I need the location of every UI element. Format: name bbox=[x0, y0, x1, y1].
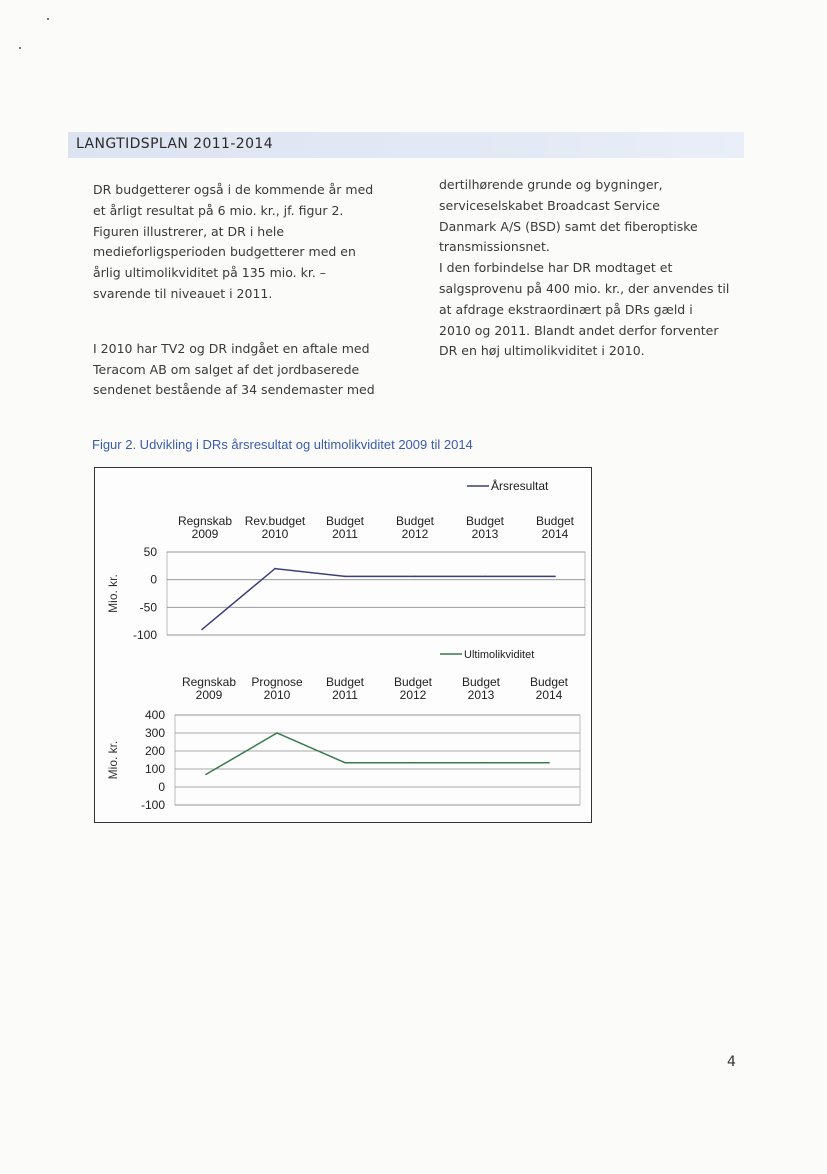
series-line-Ultimolikviditet bbox=[206, 733, 549, 774]
category-year-label: 2011 bbox=[332, 527, 358, 541]
scan-speck bbox=[19, 47, 21, 49]
data-point bbox=[548, 762, 550, 764]
data-point bbox=[344, 576, 346, 578]
data-point bbox=[274, 568, 276, 570]
figure-frame bbox=[94, 467, 592, 823]
category-label: Budget bbox=[529, 675, 569, 689]
category-year-label: 2010 bbox=[261, 527, 289, 541]
left-text-column bbox=[93, 180, 413, 401]
category-label: Budget bbox=[535, 514, 575, 528]
section-header bbox=[68, 132, 744, 158]
category-label: Budget bbox=[325, 514, 365, 528]
data-point bbox=[412, 762, 414, 764]
category-year-label: 2013 bbox=[467, 688, 495, 702]
category-year-label: 2014 bbox=[541, 527, 569, 541]
series-line-Årsresultat bbox=[202, 569, 555, 630]
legend-label: Årsresultat bbox=[491, 479, 549, 493]
scan-speck bbox=[47, 18, 49, 20]
category-year-label: 2009 bbox=[191, 527, 219, 541]
y-tick-label: 300 bbox=[144, 726, 165, 740]
figure-charts bbox=[95, 468, 593, 824]
data-point bbox=[344, 762, 346, 764]
category-label: Budget bbox=[461, 675, 501, 689]
right-paragraph-1: dertilhørende grunde og bygninger, serviceselskabet Broadcast Service Danmark A/S (BSD) samt det fiberoptiske transmissionsnet. I den forbindelse har DR modtaget et salgsprovenu på 400 mio. kr., der anvendes til at afdrage ekstraordinært på DRs gæld i 2010 og 2011. Blandt andet derfor forventer DR en høj ultimolikviditet i 2010. bbox=[439, 177, 730, 359]
data-point bbox=[484, 576, 486, 578]
left-paragraph-1: DR budgetterer også i de kommende år med et årligt resultat på 6 mio. kr., jf. figur 2. Figuren illustrerer, at DR i hele medieforligsperioden budgetterer med en årlig ultimolikviditet på 135 mio. kr. – svarende til niveauet i 2011. bbox=[93, 182, 374, 301]
data-point bbox=[276, 732, 278, 734]
data-point bbox=[554, 576, 556, 578]
category-label: Prognose bbox=[251, 675, 303, 689]
right-text-column bbox=[439, 175, 759, 362]
y-tick-label: -100 bbox=[140, 798, 165, 812]
y-axis-title: Mio. kr. bbox=[106, 740, 120, 780]
category-label: Budget bbox=[325, 675, 365, 689]
category-year-label: 2011 bbox=[332, 688, 358, 702]
figure-caption: Figur 2. Udvikling i DRs årsresultat og ultimolikviditet 2009 til 2014 bbox=[92, 437, 473, 452]
y-tick-label: -100 bbox=[132, 628, 157, 642]
y-tick-label: 200 bbox=[144, 744, 165, 758]
data-point bbox=[205, 774, 207, 776]
data-point bbox=[480, 762, 482, 764]
y-tick-label: 0 bbox=[150, 572, 157, 587]
data-point bbox=[201, 629, 203, 631]
category-label: Rev.budget bbox=[244, 514, 306, 528]
y-tick-label: 50 bbox=[143, 545, 157, 559]
category-year-label: 2014 bbox=[535, 688, 563, 702]
category-label: Budget bbox=[393, 675, 433, 689]
category-label: Budget bbox=[465, 514, 505, 528]
page-number: 4 bbox=[727, 1054, 736, 1070]
plot-area-1 bbox=[167, 552, 585, 635]
category-label: Regnskab bbox=[177, 514, 233, 528]
y-axis-title: Mio. kr. bbox=[106, 574, 120, 613]
y-tick-label: -50 bbox=[139, 600, 157, 615]
data-point bbox=[414, 576, 416, 578]
y-tick-label: 400 bbox=[144, 708, 165, 722]
category-year-label: 2010 bbox=[263, 688, 291, 702]
category-label: Budget bbox=[395, 514, 435, 528]
category-year-label: 2012 bbox=[399, 688, 427, 702]
category-label: Regnskab bbox=[181, 675, 237, 689]
category-year-label: 2012 bbox=[401, 527, 429, 541]
legend-label: Ultimolikviditet bbox=[464, 649, 535, 661]
left-paragraph-2: I 2010 har TV2 og DR indgået en aftale med Teracom AB om salget af det jordbaserede sendenet bestående af 34 sendemaster med bbox=[93, 340, 375, 398]
section-title: LANGTIDSPLAN 2011-2014 bbox=[76, 136, 274, 152]
y-tick-label: 100 bbox=[144, 762, 165, 776]
plot-area-2 bbox=[175, 715, 580, 805]
y-tick-label: 0 bbox=[158, 780, 165, 794]
category-year-label: 2009 bbox=[195, 688, 223, 702]
category-year-label: 2013 bbox=[471, 527, 499, 541]
